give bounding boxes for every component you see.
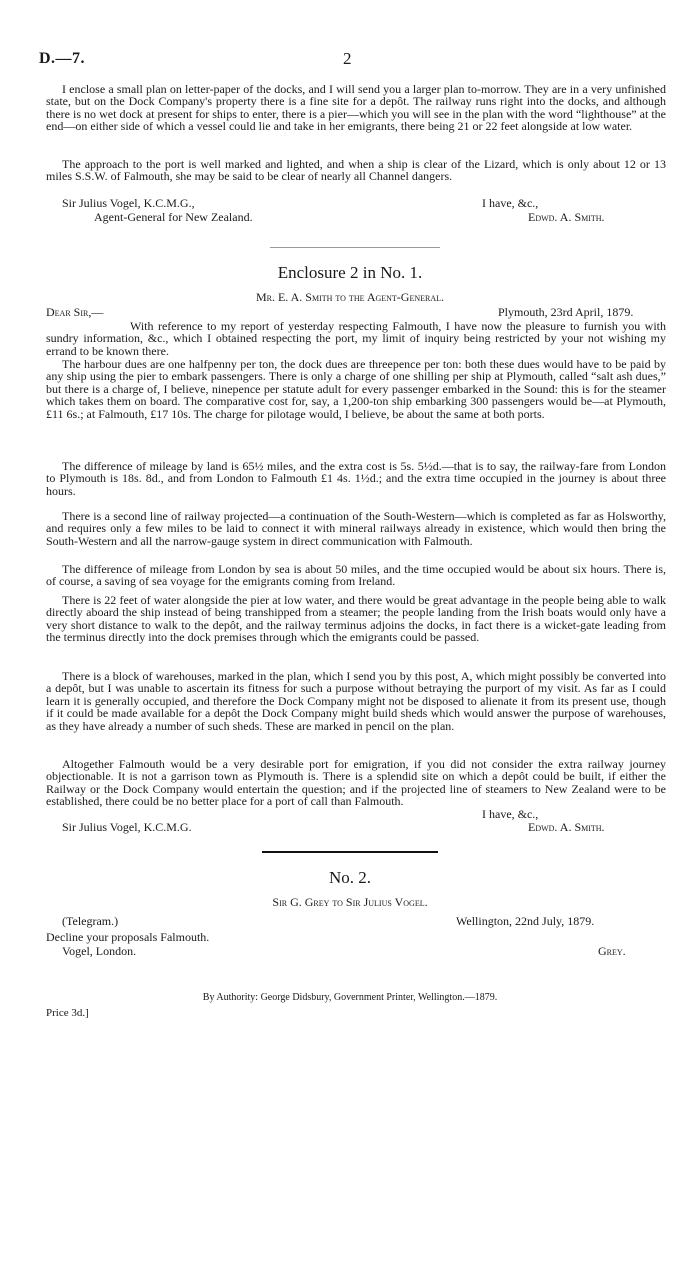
document-reference: D.—7. (39, 50, 86, 67)
section-divider (270, 247, 440, 248)
paragraph: The difference of mileage from London by sea is about 50 miles, and the time occupied would be about six hours. There is, of course, a saving of sea voyage for the emigrants coming from Ireland. (46, 562, 666, 589)
paragraph: Altogether Falmouth would be a very desirable port for emigration, if you did not consider the extra railway journey objectionable. It is not a garrison town as Plymouth is. There is a splendid site on which a depôt could be built, if either the Railway or the Dock Company would entertain the question; and if the projected line of steamers to New Zealand were to be established, there could be no better place for a port of call than Falmouth. (46, 757, 666, 809)
addressee: Sir Julius Vogel, K.C.M.G., (62, 196, 195, 210)
enclosure-subtitle: Mr. E. A. Smith to the Agent-General. (255, 290, 445, 304)
telegram-label: (Telegram.) (62, 914, 119, 928)
enclosure-title: Enclosure 2 in No. 1. (277, 263, 423, 282)
addressee-title: Agent-General for New Zealand. (94, 210, 253, 224)
paragraph: I enclose a small plan on letter-paper of the docks, and I will send you a larger plan to-morrow. They are in a very unfinished state, but on the Dock Company's property there is a fine site for a depôt. The railway runs right into the docks, and although there is no wet dock at present for ships to enter, there is a pier—which you will see in the plan with the word “lighthouse” at the end—on either side of which a vessel could lie and take in her emigrants, there being 21 or 22 feet alongside at low water. (46, 82, 666, 134)
addressee: Vogel, London. (62, 944, 137, 958)
closing: I have, &c., (482, 196, 539, 210)
signature: Edwd. A. Smith. (528, 210, 605, 224)
section-title: No. 2. (328, 868, 372, 887)
page-number: 2 (343, 49, 352, 68)
addressee: Sir Julius Vogel, K.C.M.G. (62, 820, 192, 834)
closing: I have, &c., (482, 807, 539, 821)
telegram-body: Decline your proposals Falmouth. (46, 930, 210, 944)
paragraph: There is a block of warehouses, marked in the plan, which I send you by this post, A, which might possibly be converted into a depôt, but I was unable to ascertain its fitness for such a purpose without betraying the purport of my visit. As far as I could learn it is generally occupied, and therefore the Dock Company might not be disposed to alienate it from its present use, though if it could be made available for a depôt the Dock Company might build sheds which would answer the purpose of warehouses, as they have already a number of such sheds. These are marked in pencil on the plan. (46, 669, 666, 733)
paragraph: There is a second line of railway projected—a continuation of the South-Western—which is completed as far as Holsworthy, and requires only a few miles to be laid to connect it with mineral railways already in existence, which would then bring the South-Western and all the narrow-gauge system in direct communication with Falmouth. (46, 509, 666, 548)
section-divider (262, 851, 438, 853)
paragraph: There is 22 feet of water alongside the pier at low water, and there would be great advantage in the people being able to walk directly aboard the ship instead of being transhipped from a steamer; the people landing from the Irish boats would only have a very short distance to walk to the depôt, and the railway terminus adjoins the docks, in fact there is a wicket-gate leading from the terminus directly into the dock premises through which the emigrants could be passed. (46, 593, 666, 645)
salutation: Dear Sir,— (46, 305, 104, 319)
section-subtitle: Sir G. Grey to Sir Julius Vogel. (272, 895, 428, 909)
paragraph: The harbour dues are one halfpenny per ton, the dock dues are threepence per ton: both these dues would have to be paid by any ship using the pier to embark passengers. There is only a charge of one shilling per ship at Plymouth, called “salt ash dues,” but there is a charge of, I believe, ninepence per statute adult for every passenger embarked in the Sound: this is for the steamer which takes them on board. The comparative cost for, say, a 1,200-ton ship embarking 300 passengers would be—at Plymouth, £11 6s.; at Falmouth, £17 10s. The charge for pilotage would, I believe, be about the same at both ports. (46, 357, 666, 421)
paragraph: The difference of mileage by land is 65½ miles, and the extra cost is 5s. 5½d.—that is to say, the railway-fare from London to Plymouth is 18s. 8d., and from London to Falmouth £1 4s. 1½d.; and the extra time occupied in the journey is about three hours. (46, 459, 666, 498)
place-date: Plymouth, 23rd April, 1879. (498, 305, 634, 319)
signature: Grey. (598, 944, 626, 958)
paragraph: With reference to my report of yesterday respecting Falmouth, I have now the pleasure to furnish you with sundry information, &c., which I obtained respecting the port, my limit of inquiry being restricted by your not wishing my errand to be known there. (46, 319, 666, 358)
place-date: Wellington, 22nd July, 1879. (456, 914, 595, 928)
price: Price 3d.] (46, 1007, 89, 1019)
printer-imprint: By Authority: George Didsbury, Government Printer, Wellington.—1879. (202, 992, 498, 1003)
signature: Edwd. A. Smith. (528, 820, 605, 834)
paragraph: The approach to the port is well marked and lighted, and when a ship is clear of the Lizard, which is only about 12 or 13 miles S.S.W. of Falmouth, she may be said to be clear of nearly all Channel dangers. (46, 157, 666, 184)
